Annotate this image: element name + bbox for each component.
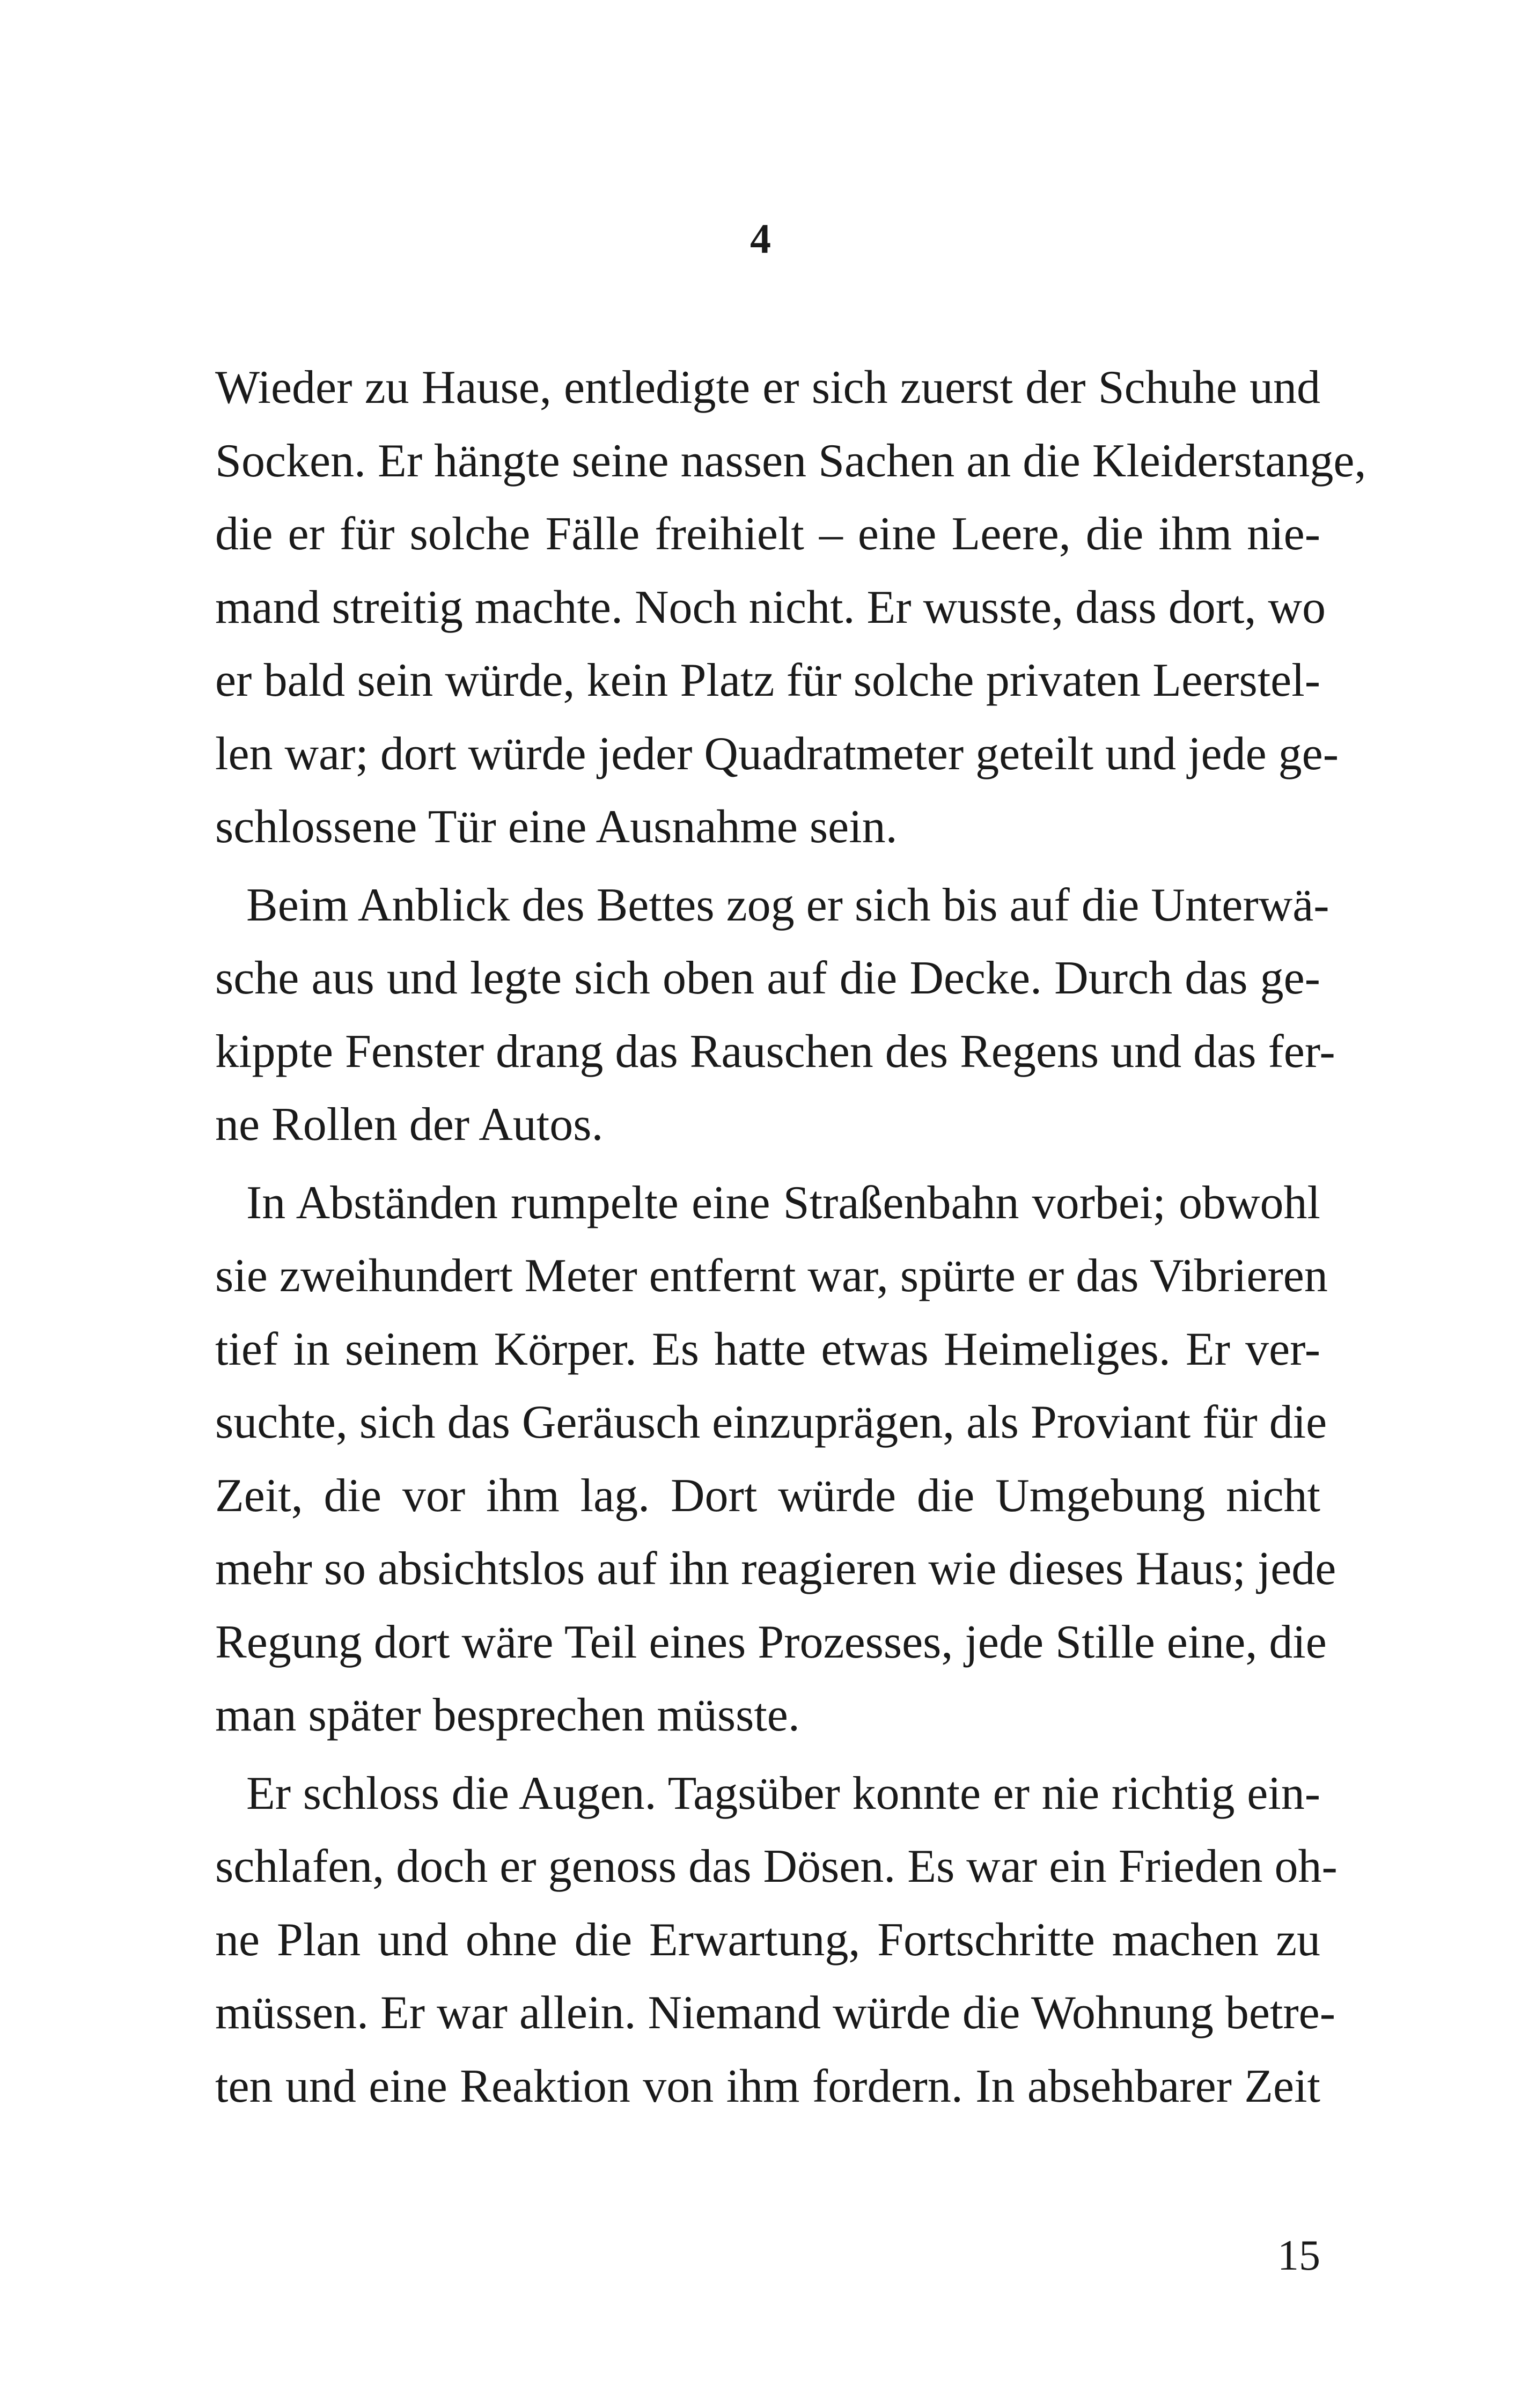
text-line: len war; dort würde jeder Quadratmeter geteilt und jede ge-	[215, 727, 1339, 780]
paragraph	[215, 351, 1366, 864]
paragraph	[215, 869, 1335, 1162]
text-line: man später besprechen müsste.	[215, 1689, 800, 1741]
text-line: er bald sein würde, kein Platz für solche privaten Leerstel-	[215, 654, 1320, 706]
text-line: sie zweihundert Meter entfernt war, spürte er das Vibrieren	[215, 1250, 1328, 1302]
text-line: Wieder zu Hause, entledigte er sich zuerst der Schuhe und	[215, 362, 1320, 414]
paragraph-spacer	[215, 864, 1320, 869]
chapter-number: 4	[750, 215, 771, 262]
page-number: 15	[1277, 2232, 1320, 2279]
text-line: die er für solche Fälle freihielt – eine Leere, die ihm nie-	[215, 508, 1320, 560]
text-line: Regung dort wäre Teil eines Prozesses, jede Stille eine, die	[215, 1616, 1327, 1668]
text-line: schlossene Tür eine Ausnahme sein.	[215, 801, 898, 853]
text-line: ne Rollen der Autos.	[215, 1099, 604, 1151]
body-text	[215, 351, 1366, 2123]
text-line: mand streitig machte. Noch nicht. Er wusste, dass dort, wo	[215, 581, 1326, 634]
text-line: Er schloss die Augen. Tagsüber konnte er nie richtig ein-	[246, 1767, 1320, 1820]
text-line: Zeit, die vor ihm lag. Dort würde die Umgebung nicht	[215, 1469, 1320, 1522]
text-line: In Abständen rumpelte eine Straßenbahn vorbei; obwohl	[246, 1176, 1320, 1229]
text-line: ne Plan und ohne die Erwartung, Fortschritte machen zu	[215, 1913, 1320, 1966]
paragraph-spacer	[215, 1752, 1320, 1757]
text-line: müssen. Er war allein. Niemand würde die Wohnung betre-	[215, 1987, 1336, 2039]
paragraph	[215, 1757, 1338, 2124]
text-line: kippte Fenster drang das Rauschen des Regens und das fer-	[215, 1025, 1335, 1078]
text-line: tief in seinem Körper. Es hatte etwas Heimeliges. Er ver-	[215, 1323, 1320, 1375]
text-line: schlafen, doch er genoss das Dösen. Es war ein Frieden oh-	[215, 1840, 1338, 1892]
text-line: ten und eine Reaktion von ihm fordern. In absehbarer Zeit	[215, 2060, 1320, 2112]
text-line: suchte, sich das Geräusch einzuprägen, als Proviant für die	[215, 1396, 1327, 1448]
paragraph-spacer	[215, 1162, 1320, 1167]
paragraph	[215, 1167, 1336, 1752]
text-line: mehr so absichtslos auf ihn reagieren wie dieses Haus; jede	[215, 1543, 1336, 1595]
text-line: sche aus und legte sich oben auf die Decke. Durch das ge-	[215, 952, 1320, 1004]
text-line: Socken. Er hängte seine nassen Sachen an die Kleiderstange,	[215, 435, 1366, 487]
text-line: Beim Anblick des Bettes zog er sich bis auf die Unterwä-	[246, 879, 1329, 931]
